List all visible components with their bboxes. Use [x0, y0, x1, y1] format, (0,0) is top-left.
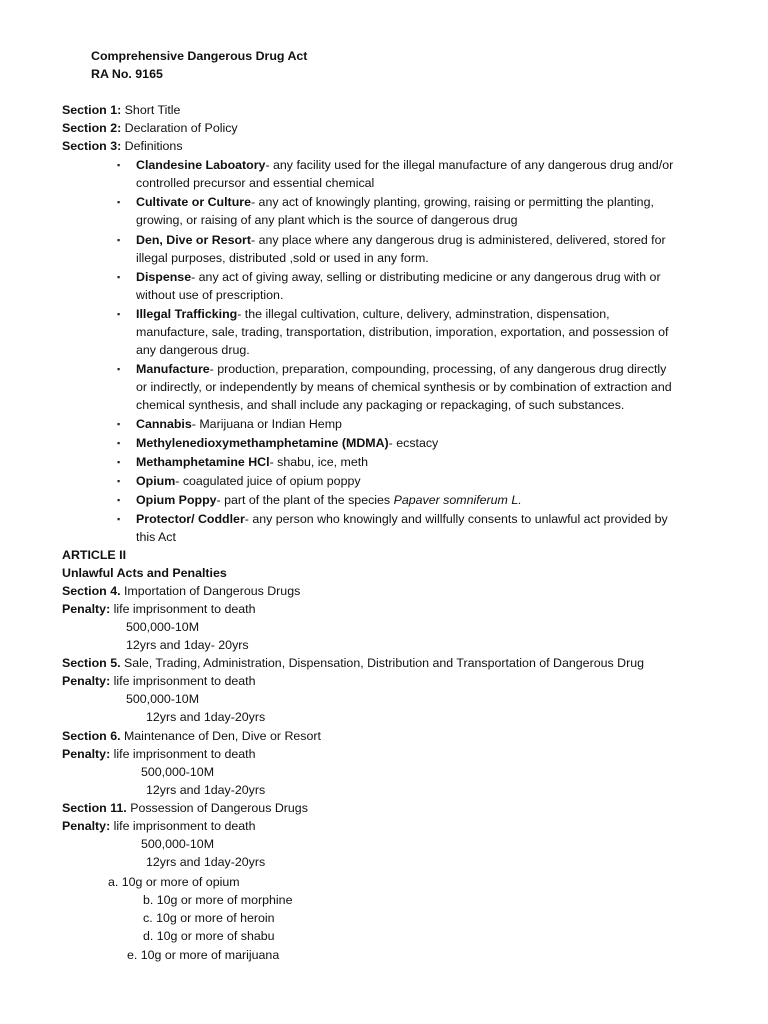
section-4-heading: Section 4. Importation of Dangerous Drugs: [62, 584, 301, 598]
bullet-icon: ▪: [117, 457, 121, 467]
bullet-icon: ▪: [117, 309, 121, 319]
species-name: Papaver somniferum L.: [393, 493, 522, 507]
ra-number: RA No. 9165: [91, 67, 163, 81]
prison-term: 12yrs and 1day-20yrs: [146, 783, 266, 797]
bullet-icon: ▪: [117, 514, 121, 524]
fine-range: 500,000-10M: [141, 837, 215, 851]
definition-item: Opium- coagulated juice of opium poppy: [136, 474, 361, 488]
definition-item: Cultivate or Culture- any act of knowingly planting, growing, raising or permitting the planting,: [136, 195, 654, 209]
prison-term: 12yrs and 1day-20yrs: [146, 855, 266, 869]
section-6-heading: Section 6. Maintenance of Den, Dive or Resort: [62, 729, 321, 743]
bullet-icon: ▪: [117, 476, 121, 486]
definition-continuation: illegal purposes, distributed ,sold or used in any form.: [136, 251, 429, 265]
bullet-icon: ▪: [117, 438, 121, 448]
definition-continuation: or indirectly, or independently by means of chemical synthesis or by combination of extraction and: [136, 380, 672, 394]
section-3: Section 3: Definitions: [62, 139, 183, 153]
fine-range: 500,000-10M: [126, 620, 200, 634]
definition-item: Manufacture- production, preparation, compounding, processing, of any dangerous drug directly: [136, 362, 667, 376]
penalty-line: Penalty: life imprisonment to death: [62, 819, 256, 833]
definition-item: Clandesine Laboatory- any facility used for the illegal manufacture of any dangerous drug and/or: [136, 158, 674, 172]
prison-term: 12yrs and 1day- 20yrs: [126, 638, 249, 652]
bullet-icon: ▪: [117, 160, 121, 170]
list-item: e. 10g or more of marijuana: [127, 948, 280, 962]
definition-item: Den, Dive or Resort- any place where any dangerous drug is administered, delivered, stored for: [136, 233, 666, 247]
section-11-heading: Section 11. Possession of Dangerous Drugs: [62, 801, 308, 815]
definition-item: Dispense- any act of giving away, selling or distributing medicine or any dangerous drug with or: [136, 270, 661, 284]
list-item: c. 10g or more of heroin: [143, 911, 275, 925]
definition-item: Protector/ Coddler- any person who knowingly and willfully consents to unlawful act provided by: [136, 512, 668, 526]
fine-range: 500,000-10M: [126, 692, 200, 706]
bullet-icon: ▪: [117, 235, 121, 245]
section-5-heading: Section 5. Sale, Trading, Administration, Dispensation, Distribution and Transportation of Dangerous Drug: [62, 656, 644, 670]
penalty-line: Penalty: life imprisonment to death: [62, 602, 256, 616]
list-item: d. 10g or more of shabu: [143, 929, 275, 943]
list-item: a. 10g or more of opium: [108, 875, 240, 889]
definition-continuation: controlled precursor and essential chemical: [136, 176, 375, 190]
definition-item: Methylenedioxymethamphetamine (MDMA)- ecstacy: [136, 436, 439, 450]
definition-item: Opium Poppy- part of the plant of the species Papaver somniferum L.: [136, 493, 522, 507]
bullet-icon: ▪: [117, 272, 121, 282]
definition-continuation: chemical synthesis, and shall include any packaging or repackaging, of such substances.: [136, 398, 625, 412]
bullet-icon: ▪: [117, 197, 121, 207]
bullet-icon: ▪: [117, 495, 121, 505]
definition-item: Cannabis- Marijuana or Indian Hemp: [136, 417, 342, 431]
article-title: ARTICLE II: [62, 548, 127, 562]
list-item: b. 10g or more of morphine: [143, 893, 293, 907]
prison-term: 12yrs and 1day-20yrs: [146, 710, 266, 724]
definition-continuation: growing, or raising of any plant which is the source of dangerous drug: [136, 213, 518, 227]
bullet-icon: ▪: [117, 419, 121, 429]
definition-item: Methamphetamine HCl- shabu, ice, meth: [136, 455, 369, 469]
section-1: Section 1: Short Title: [62, 103, 181, 117]
definition-continuation: manufacture, sale, trading, transportation, distribution, imporation, exportation, and possession of: [136, 325, 669, 339]
definition-item: Illegal Trafficking- the illegal cultivation, culture, delivery, adminstration, dispensation,: [136, 307, 610, 321]
fine-range: 500,000-10M: [141, 765, 215, 779]
penalty-line: Penalty: life imprisonment to death: [62, 747, 256, 761]
section-2: Section 2: Declaration of Policy: [62, 121, 238, 135]
definition-continuation: this Act: [136, 530, 176, 544]
definition-continuation: without use of prescription.: [136, 288, 284, 302]
definition-continuation: any dangerous drug.: [136, 343, 250, 357]
bullet-icon: ▪: [117, 364, 121, 374]
penalty-line: Penalty: life imprisonment to death: [62, 674, 256, 688]
article-subtitle: Unlawful Acts and Penalties: [62, 566, 227, 580]
document-title: Comprehensive Dangerous Drug Act: [91, 49, 308, 63]
